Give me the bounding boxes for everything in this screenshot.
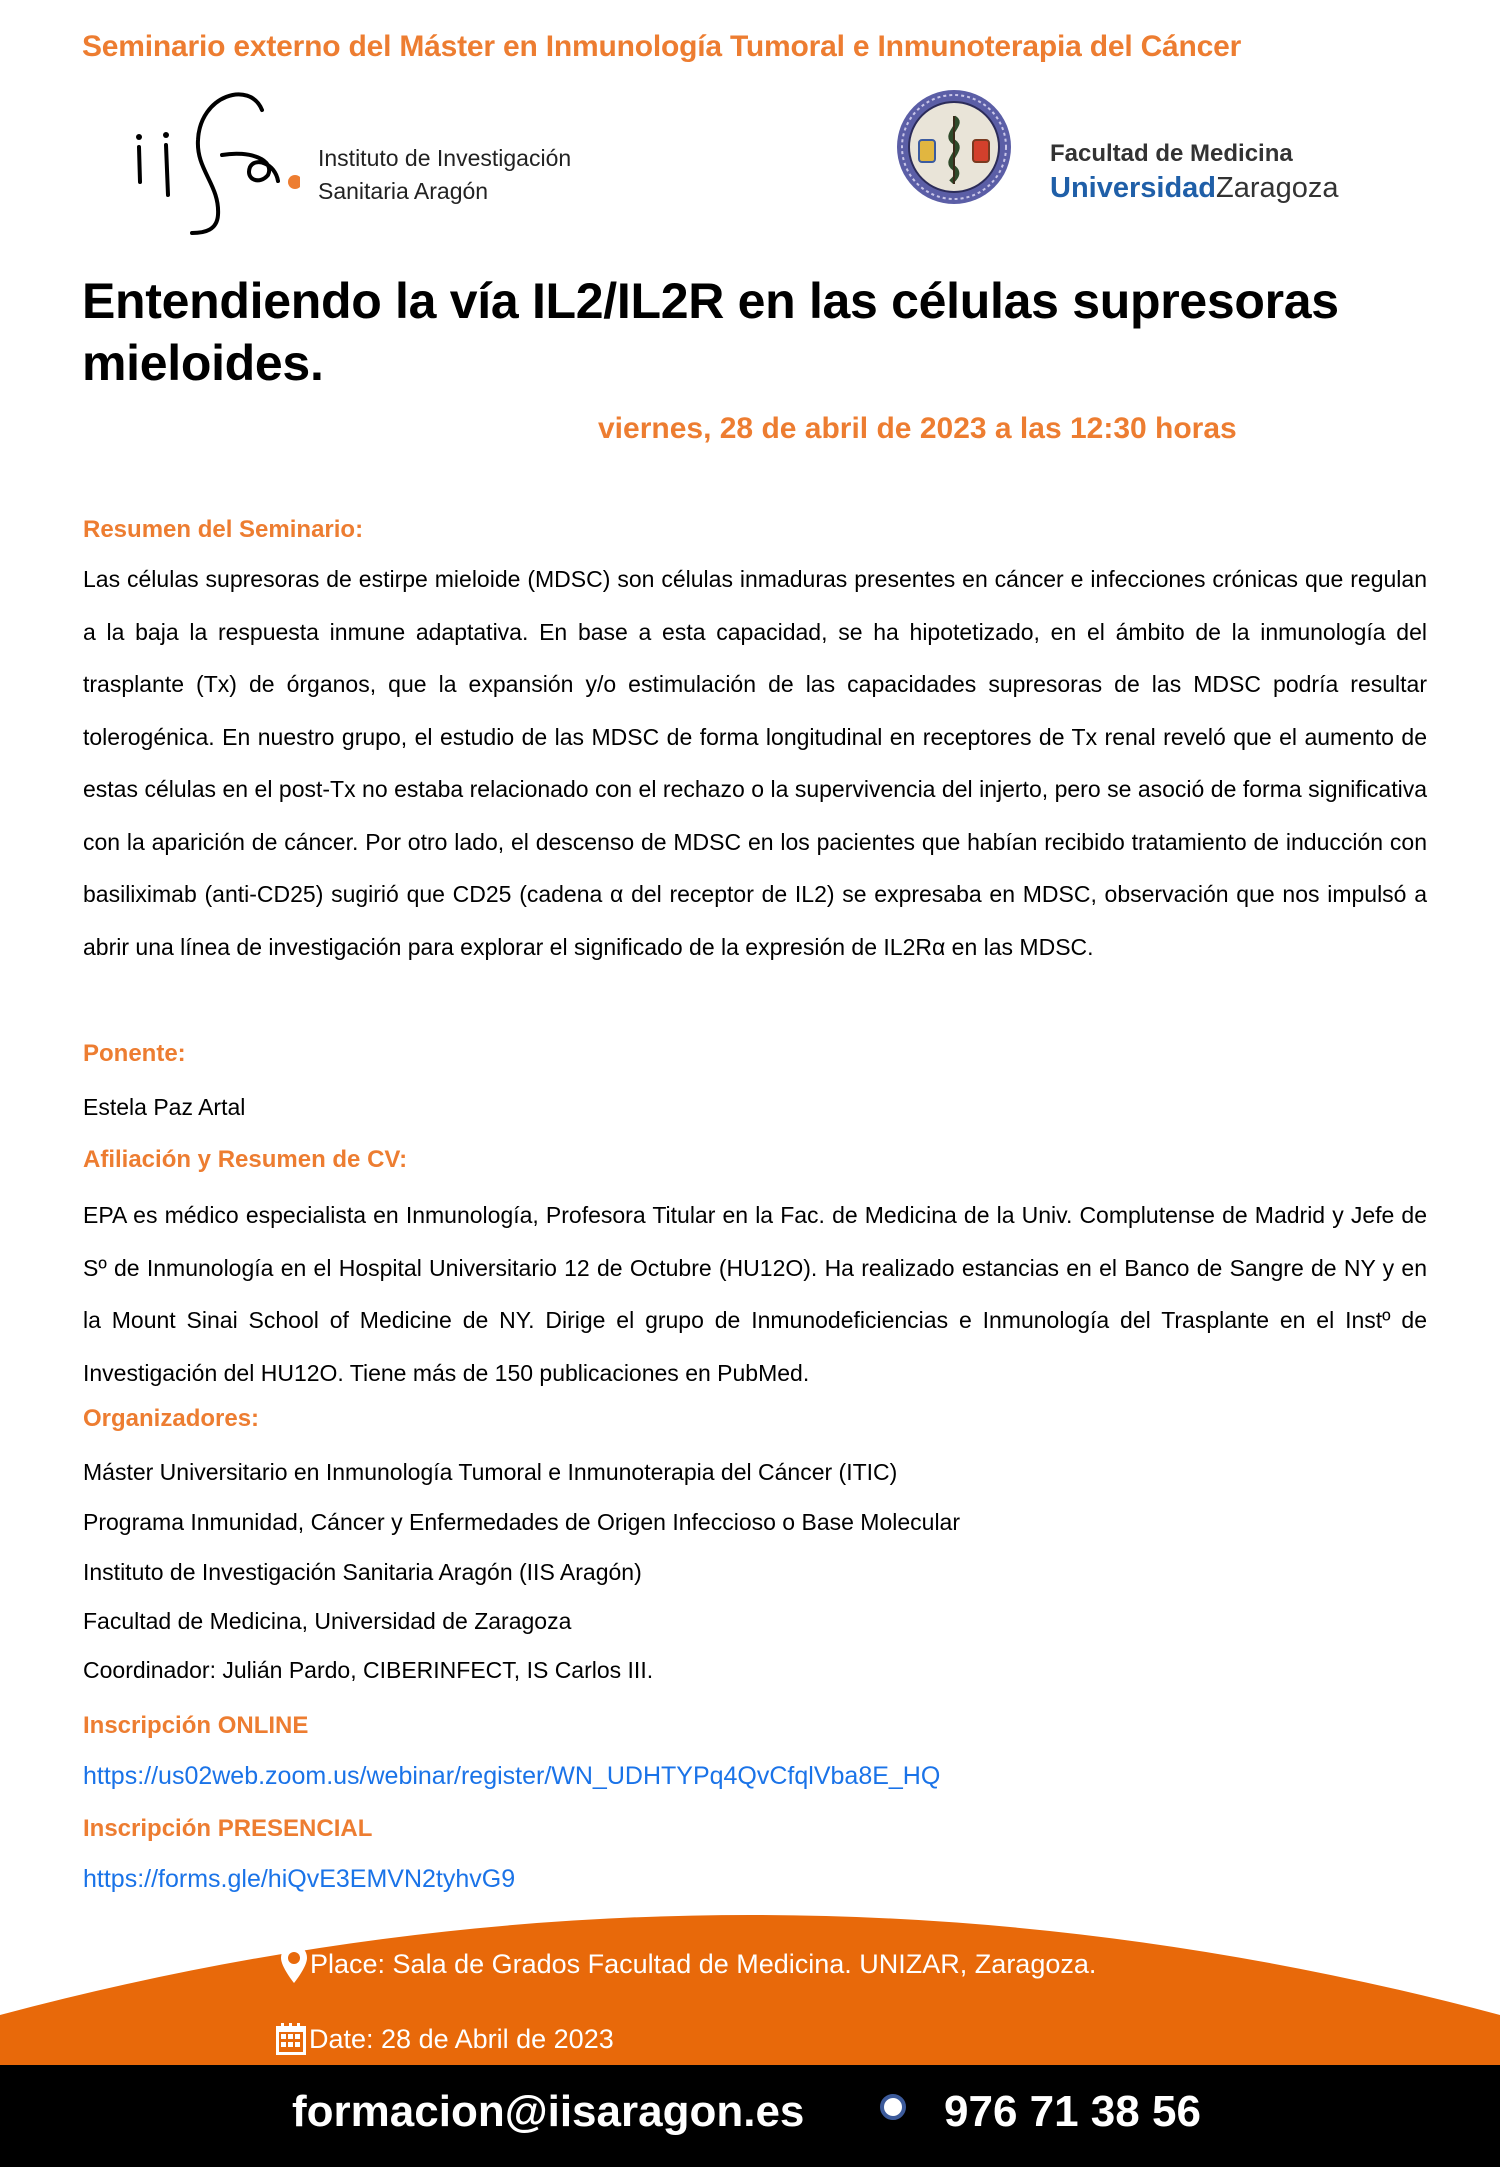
location-pin-icon (280, 1944, 308, 1984)
footer-place (280, 1944, 1096, 1984)
facultad-name (1050, 138, 1339, 206)
footer-date (275, 2022, 614, 2056)
organizer-item: Programa Inmunidad, Cáncer y Enfermedades de Origen Infeccioso o Base Molecular (83, 1509, 961, 1535)
organizer-item: Coordinador: Julián Pardo, CIBERINFECT, IS Carlos III. (83, 1657, 654, 1683)
footer-place-text: Place: Sala de Grados Facultad de Medicina. UNIZAR, Zaragoza. (310, 1948, 1097, 1979)
organizer-item: Instituto de Investigación Sanitaria Aragón (IIS Aragón) (83, 1559, 642, 1585)
organizer-item: Máster Universitario en Inmunología Tumoral e Inmunoterapia del Cáncer (ITIC) (83, 1459, 898, 1485)
universidad-word: Universidad (1050, 172, 1216, 204)
facultad-name-line2 (1050, 170, 1339, 206)
zaragoza-word: Zaragoza (1216, 172, 1339, 204)
seminar-series-header: Seminario externo del Máster en Inmunología Tumoral e Inmunoterapia del Cáncer (82, 30, 1242, 63)
speaker-name: Estela Paz Artal (83, 1094, 246, 1120)
calendar-icon (275, 2022, 307, 2056)
in-person-registration-heading: Inscripción PRESENCIAL (83, 1815, 373, 1842)
cv-heading: Afiliación y Resumen de CV: (83, 1146, 408, 1173)
speaker-heading: Ponente: (83, 1040, 186, 1067)
event-datetime: viernes, 28 de abril de 2023 a las 12:30 horas (598, 412, 1237, 445)
online-registration-heading: Inscripción ONLINE (83, 1712, 309, 1739)
in-person-registration-link[interactable]: https://forms.gle/hiQvE3EMVN2tyhvG9 (83, 1865, 516, 1893)
organizer-item: Facultad de Medicina, Universidad de Zaragoza (83, 1608, 572, 1634)
contact-email[interactable]: formacion@iisaragon.es (292, 2087, 805, 2136)
iisa-logo-icon (100, 85, 300, 235)
university-seal-icon (895, 88, 1013, 206)
seminar-title: Entendiendo la vía IL2/IL2R en las células supresoras mieloides. (82, 273, 1339, 391)
organizers-heading: Organizadores: (83, 1405, 260, 1432)
cv-text: EPA es médico especialista en Inmunología, Profesora Titular en la Fac. de Medicina de la Univ. Complutense de Madrid y Jefe de Sº de Inmunología en el Hospital Universitario 12 de Octubre (HU12O). Ha realizado estancias en el Banco de Sangre de NY y en la Mount Sinai School of Medicine de NY. Dirige el grupo de Inmunodeficiencias e Inmunología del Trasplante en el Instº de Investigación del HU12O. Tiene más de 150 publicaciones en PubMed. (83, 1202, 1427, 1386)
online-registration-link[interactable]: https://us02web.zoom.us/webinar/register/WN_UDHTYPq4QvCfqlVba8E_HQ (83, 1762, 941, 1790)
facultad-name-line1: Facultad de Medicina (1050, 140, 1293, 167)
contact-phone[interactable]: 976 71 38 56 (944, 2087, 1201, 2136)
summary-heading: Resumen del Seminario: (83, 516, 364, 543)
iisa-name (318, 142, 571, 208)
footer-date-text: Date: 28 de Abril de 2023 (309, 2023, 614, 2054)
iisa-name-line1: Instituto de Investigación (318, 145, 572, 171)
summary-text: Las células supresoras de estirpe mieloide (MDSC) son células inmaduras presentes en cáncer e infecciones crónicas que regulan a la baja la respuesta inmune adaptativa. En base a esta capacidad, se ha hipotetizado, en el ámbito de la inmunología del trasplante (Tx) de órganos, que la expansión y/o estimulación de las capacidades supresoras de las MDSC podría resultar tolerogénica. En nuestro grupo, el estudio de las MDSC de forma longitudinal en receptores de Tx renal reveló que el aumento de estas células en el post-Tx no estaba relacionado con el rechazo o la supervivencia del injerto, pero se asoció de forma significativa con la aparición de cáncer. Por otro lado, el descenso de MDSC en los pacientes que habían recibido tratamiento de inducción con basiliximab (anti-CD25) sugirió que CD25 (cadena α del receptor de IL2) se expresaba en MDSC, observación que nos impulsó a abrir una línea de investigación para explorar el significado de la expresión de IL2Rα en las MDSC. (83, 566, 1427, 960)
iisa-name-line2: Sanitaria Aragón (318, 178, 489, 204)
phone-dot-icon (880, 2094, 906, 2120)
